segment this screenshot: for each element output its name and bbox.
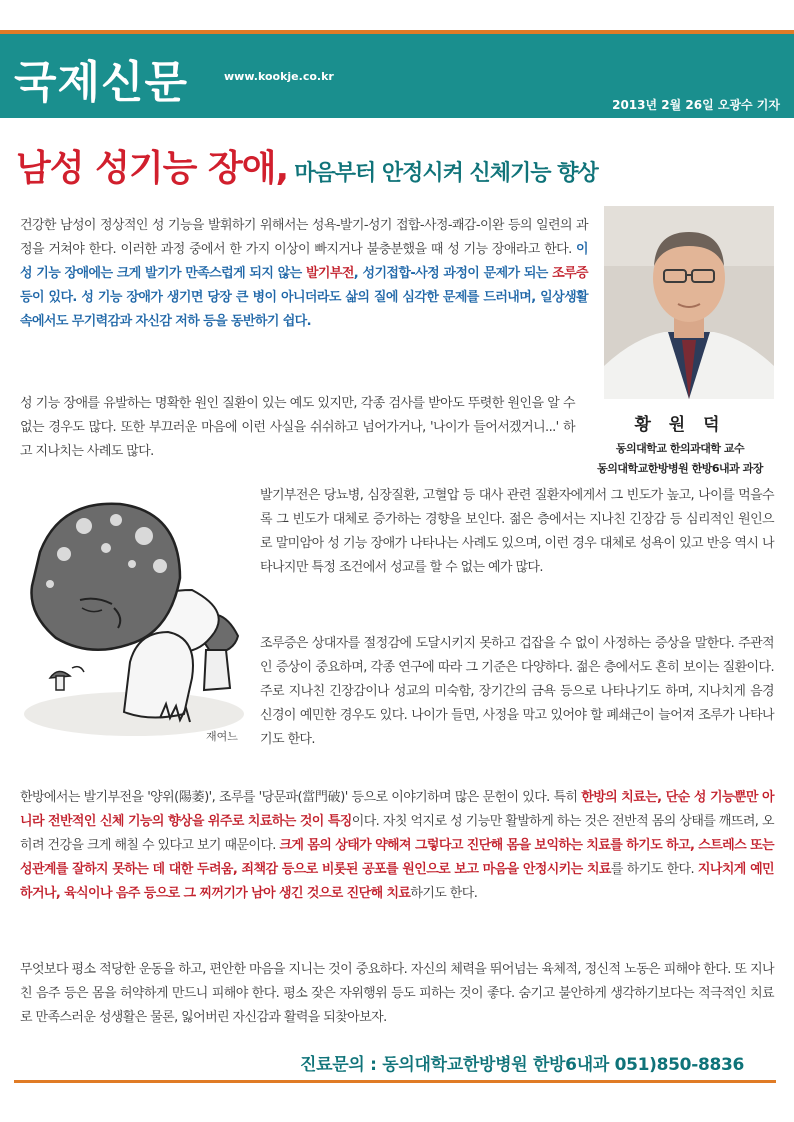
- doctor-caption: [580, 410, 780, 479]
- intro-text: 건강한 남성이 정상적인 성 기능을 발휘하기 위해서는 성욕-발기-성기 접합-사정-쾌감-이완 등의 일련의 과정을 거쳐야 한다. 이러한 과정 중에서 한 가지 이상이 빠지거나 불충분했을 때 성 기능 장애라고 한다.: [20, 218, 588, 257]
- body-text: 를 하기도 한다.: [610, 862, 698, 877]
- contact-info: 진료문의 : 동의대학교한방병원 한방6내과 051)850-8836: [300, 1055, 745, 1075]
- masthead: [0, 34, 794, 118]
- doctor-title-professor: 동의대학교 한의과대학 교수: [615, 442, 745, 455]
- body-text: 하기도 한다.: [410, 886, 478, 901]
- paragraph-lifestyle-advice: 무엇보다 평소 적당한 운동을 하고, 편안한 마음을 지니는 것이 중요하다. 자신의 체력을 뛰어넘는 육체적, 정신적 노동은 피해야 한다. 또 지나친 음주 등은 몸을 허약하게 만드니 피해야 한다. 평소 잦은 자위행위 등도 피하는 것이 좋다. 숨기고 불안하게 생각하기보다는 적극적인 치료로 만족스러운 성생활은 물론, 잃어버린 자신감과 활력을 되찾아보자.: [20, 962, 774, 1025]
- newspaper-url: www.kookje.co.kr: [224, 70, 334, 83]
- headline-main: 남성 성기능 장애,: [16, 148, 289, 189]
- body-text: 한방에서는 발기부전을 '양위(陽萎)', 조루를 '당문파(當門破)' 등으로 이야기하며 많은 문헌이 있다. 특히: [20, 790, 582, 805]
- paragraph-causes: 성 기능 장애를 유발하는 명확한 원인 질환이 있는 예도 있지만, 각종 검사를 받아도 뚜렷한 원인을 알 수 없는 경우도 많다. 또한 부끄러운 마음에 이런 사실을 쉬쉬하고 넘어가거나, '나이가 들어서겠거니...' 하고 지나치는 사례도 많다.: [20, 396, 575, 459]
- emphasis-red-text: 지나치게 예민하거나, 육식이나 음주 등으로 그 찌꺼기가 남아 생긴 것으로 진단해 치료: [20, 862, 774, 901]
- emphasis-red-text: 크게 몸의 상태가 약해져 그렇다고 진단해 몸을 보익하는 치료를 하기도 하고, 스트레스 또는 성관계를 잘하지 못하는 데 대한 두려움, 죄책감 등으로 비롯된 공포를 원인으로 보고 마음을 안정시키는 치료: [20, 838, 774, 877]
- mushroom-illustration: [20, 482, 248, 750]
- emphasis-blue-text: , 성기접합-사정 과정이 문제가 되는: [353, 266, 553, 281]
- dateline: 2013년 2월 26일 오광수 기자: [612, 98, 780, 112]
- emphasis-red-text: 발기부전: [305, 266, 354, 281]
- doctor-title-department: 동의대학교한방병원 한방6내과 과장: [597, 462, 763, 475]
- emphasis-blue-text: 등이 있다. 성 기능 장애가 생기면 당장 큰 병이 아니더라도 삶의 질에 심각한 문제를 드러내며, 일상생활 속에서도 무기력감과 자신감 저하 등을 동반하기 쉽다.: [20, 290, 588, 329]
- doctor-portrait-image: [604, 206, 774, 399]
- doctor-name: 황 원 덕: [634, 415, 726, 435]
- emphasis-red-text: 조루증: [552, 266, 588, 281]
- doctor-photo: [604, 206, 774, 399]
- headline-sub: 마음부터 안정시켜 신체기능 향상: [294, 161, 598, 186]
- newspaper-logo: 국제신문: [14, 57, 189, 108]
- emphasis-red-text: 한방의 치료는, 단순 성 기능뿐만 아니라 전반적인 신체 기능의 향상을 위주로 치료하는 것이 특징: [20, 790, 775, 829]
- bottom-accent-bar: [14, 1080, 776, 1083]
- paragraph-oriental-medicine: [20, 786, 774, 906]
- paragraph-premature-ejaculation: 조루증은 상대자를 절정감에 도달시키지 못하고 겁잡을 수 없이 사정하는 증상을 말한다. 주관적인 증상이 중요하며, 각종 연구에 따라 그 기준은 다양하다. 젊은 층에서도 흔히 보이는 질환이다. 주로 지나친 긴장감이나 성교의 미숙함, 장기간의 금욕 등으로 나타나기도 하며, 지나치게 음경 신경이 예민한 경우도 있다. 나이가 들면, 사정을 막고 있어야 할 폐쇄근이 늘어져 조루가 나타나기도 한다.: [260, 636, 774, 747]
- headline: [16, 140, 786, 190]
- emphasis-blue-text: 이 성 기능 장애에는 크게 발기가 만족스럽게 되지 않는: [20, 242, 588, 281]
- mushroom-cartoon-image: [20, 482, 248, 750]
- paragraph-intro: [20, 214, 588, 334]
- paragraph-erectile-dysfunction: 발기부전은 당뇨병, 심장질환, 고혈압 등 대사 관련 질환자에게서 그 빈도가 높고, 나이를 먹을수록 그 빈도가 대체로 증가하는 경향을 보인다. 젊은 층에서는 지나친 긴장감 등 심리적인 원인으로 말미암아 성 기능 장애가 나타나는 사례도 있으며, 이런 경우 대체로 성욕이 있고 반응 역시 나타나지만 특정 조건에서 성교를 할 수 없는 예가 많다.: [260, 488, 774, 575]
- illustrator-signature: 재여느: [206, 730, 238, 743]
- body-text: 이다. 자칫 억지로 성 기능만 활발하게 하는 것은 전반적 몸의 상태를 깨뜨려, 오히려 건강을 크게 해칠 수 있다고 보기 때문이다.: [20, 814, 775, 853]
